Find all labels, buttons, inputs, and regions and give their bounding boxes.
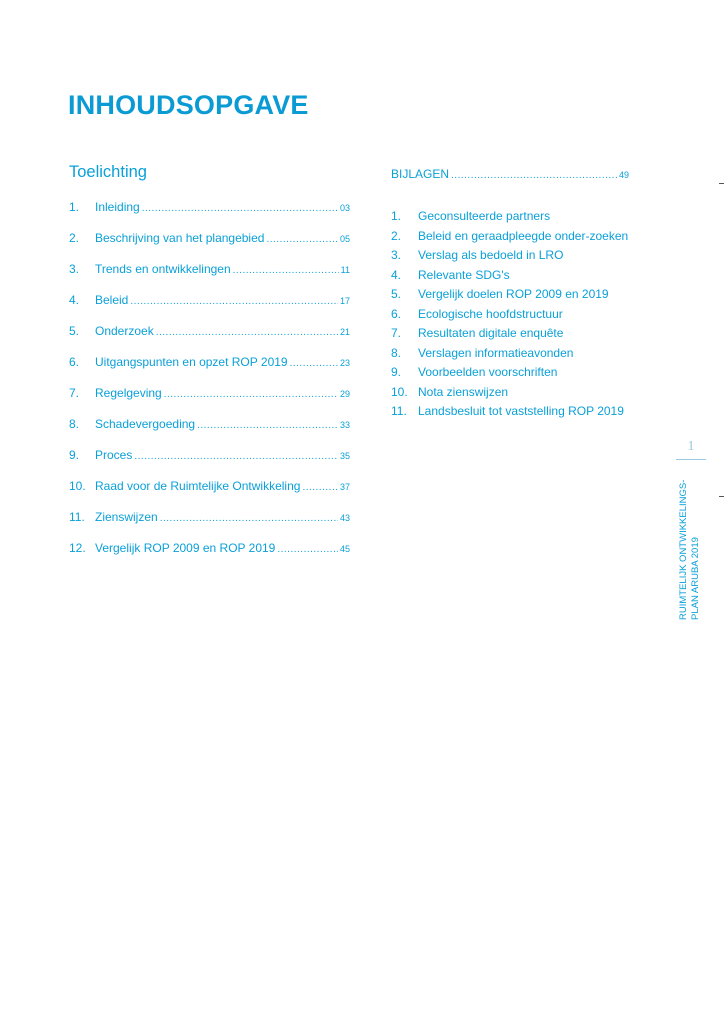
bijlage-label: Geconsulteerde partners (418, 209, 551, 223)
toc-entry-inleiding[interactable] (69, 200, 350, 231)
bijlage-label: Voorbeelden voorschriften (418, 365, 558, 379)
bijlage-number: 1. (391, 209, 402, 223)
bijlage-number: 10. (391, 384, 408, 399)
bijlage-number: 2. (391, 228, 402, 243)
toc-entry-page: 23 (339, 358, 350, 368)
bijlage-number: 6. (391, 306, 402, 321)
bijlage-label: Verslag als bedoeld in LRO (418, 248, 564, 262)
bijlage-number: 9. (391, 365, 402, 379)
bijlage-item[interactable] (391, 230, 631, 244)
bijlage-label: Nota zienswijzen (418, 384, 509, 399)
toc-entry-number: 12. (69, 541, 86, 555)
toc-entry-bijlagen[interactable] (391, 167, 629, 181)
bijlage-number: 11. (391, 404, 407, 418)
toelichting-list (69, 200, 350, 572)
toc-entry-page: 37 (339, 482, 350, 492)
toc-entry-page: 17 (339, 296, 350, 306)
toc-entry-label: Uitgangspunten en opzet ROP 2019 (95, 355, 288, 369)
toc-entry-page: 21 (339, 327, 350, 337)
bijlage-item[interactable] (391, 308, 631, 322)
page-number: 1 (687, 439, 695, 454)
bijlage-label: Relevante SDG's (418, 267, 510, 282)
toc-entry-raad[interactable] (69, 479, 350, 510)
bijlage-item[interactable] (391, 249, 631, 263)
bijlage-item[interactable] (391, 405, 631, 419)
bijlage-number: 8. (391, 345, 402, 360)
toc-entry-label: Trends en ontwikkelingen (95, 262, 231, 276)
toc-entry-beschrijving[interactable] (69, 231, 350, 262)
dot-leader (134, 451, 338, 462)
document-running-title (678, 480, 702, 620)
dot-leader (142, 203, 338, 214)
bijlage-number: 3. (391, 248, 402, 262)
bijlage-number: 4. (391, 267, 402, 282)
dot-leader (290, 358, 338, 369)
toc-entry-number: 9. (69, 448, 80, 462)
bijlage-label: Landsbesluit tot vaststelling ROP 2019 (418, 404, 624, 418)
toc-entry-label: Vergelijk ROP 2009 en ROP 2019 (95, 541, 276, 555)
toc-entry-number: 2. (69, 231, 80, 245)
page-title: INHOUDSOPGAVE (68, 90, 309, 120)
dot-leader (302, 482, 338, 493)
toc-entry-label: Regelgeving (95, 386, 162, 400)
toc-entry-number: 1. (69, 200, 80, 214)
toc-entry-number: 10. (69, 479, 86, 493)
toc-entry-page: 29 (339, 389, 350, 399)
toc-entry-label: Raad voor de Ruimtelijke Ontwikkeling (95, 479, 301, 493)
dot-leader (160, 513, 338, 524)
toc-entry-trends[interactable] (69, 262, 350, 293)
toc-entry-number: 5. (69, 324, 80, 338)
toc-entry-page: 33 (339, 420, 350, 430)
bijlage-item[interactable] (391, 347, 631, 361)
bijlage-item[interactable] (391, 327, 631, 341)
toc-entry-page: 11 (340, 265, 350, 275)
bijlage-item[interactable] (391, 269, 631, 283)
running-title-line-1: RUIMTELIJK ONTWIKKELINGS- (678, 479, 689, 620)
dot-leader (130, 296, 338, 307)
bijlage-item[interactable] (391, 366, 631, 380)
crop-mark (719, 496, 724, 497)
dot-leader (197, 420, 338, 431)
crop-mark (719, 183, 724, 184)
toc-entry-number: 3. (69, 262, 80, 276)
dot-leader (164, 389, 338, 400)
bijlage-item[interactable] (391, 210, 631, 224)
bijlage-item[interactable] (391, 386, 631, 400)
bijlage-item[interactable] (391, 288, 631, 302)
toc-entry-page: 49 (618, 170, 629, 180)
bijlage-label: Beleid en geraadpleegde onder-zoeken (418, 228, 629, 243)
page-number-rule (676, 459, 706, 460)
bijlage-number: 5. (391, 287, 402, 301)
toc-entry-number: 4. (69, 293, 80, 307)
bijlagen-list (391, 210, 631, 425)
toc-entry-number: 6. (69, 355, 80, 369)
toc-entry-proces[interactable] (69, 448, 350, 479)
bijlagen-heading: BIJLAGEN (391, 167, 450, 181)
dot-leader (156, 327, 338, 338)
toc-entry-label: Beleid (95, 293, 129, 307)
bijlage-label: Ecologische hoofdstructuur (418, 306, 563, 321)
toc-entry-uitgangspunten[interactable] (69, 355, 350, 386)
toc-entry-zienswijzen[interactable] (69, 510, 350, 541)
toc-entry-label: Inleiding (95, 200, 140, 214)
dot-leader (266, 234, 338, 245)
toc-entry-onderzoek[interactable] (69, 324, 350, 355)
toc-entry-page: 05 (339, 234, 350, 244)
bijlage-label: Vergelijk doelen ROP 2009 en 2019 (418, 287, 609, 301)
toc-entry-schadevergoeding[interactable] (69, 417, 350, 448)
dot-leader (277, 544, 338, 555)
toc-entry-number: 11. (69, 510, 85, 524)
toc-entry-vergelijk[interactable] (69, 541, 350, 572)
toc-entry-label: Beschrijving van het plangebied (95, 231, 265, 245)
toc-entry-number: 8. (69, 417, 80, 431)
bijlage-label: Resultaten digitale enquête (418, 326, 564, 340)
toc-entry-label: Proces (95, 448, 133, 462)
toc-entry-beleid[interactable] (69, 293, 350, 324)
dot-leader (451, 170, 617, 181)
toc-entry-number: 7. (69, 386, 80, 400)
toc-entry-regelgeving[interactable] (69, 386, 350, 417)
dot-leader (233, 265, 339, 276)
toc-entry-label: Zienswijzen (95, 510, 158, 524)
toelichting-heading: Toelichting (69, 163, 147, 181)
toc-entry-label: Schadevergoeding (95, 417, 196, 431)
running-title-line-2: PLAN ARUBA 2019 (690, 537, 701, 620)
bijlage-number: 7. (391, 326, 402, 340)
bijlage-label: Verslagen informatieavonden (418, 345, 574, 360)
toc-entry-label: Onderzoek (95, 324, 154, 338)
toc-entry-page: 45 (339, 544, 350, 554)
toc-entry-page: 03 (339, 203, 350, 213)
toc-entry-page: 35 (339, 451, 350, 461)
toc-entry-page: 43 (339, 513, 350, 523)
